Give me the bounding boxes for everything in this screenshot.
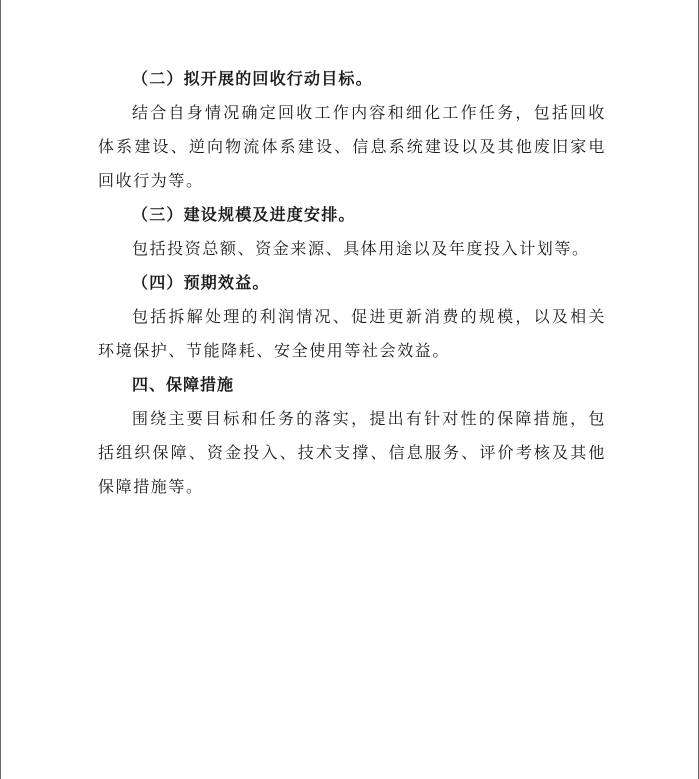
paragraph-line: 回收行为等。 [98,171,204,190]
subheading-action-goals: （二）拟开展的回收行动目标。 [132,69,373,88]
paragraph-line: 括组织保障、资金投入、技术支撑、信息服务、评价考核及其他 [98,443,606,462]
paragraph-line: 保障措施等。 [98,477,204,496]
paragraph-line: 环境保护、节能降耗、安全使用等社会效益。 [98,341,451,360]
paragraph-line: 结合自身情况确定回收工作内容和细化工作任务，包括回收 [132,103,606,122]
subheading-expected-benefits: （四）预期效益。 [132,273,270,292]
section-heading-safeguards: 四、保障措施 [132,375,235,394]
paragraph-line: 围绕主要目标和任务的落实，提出有针对性的保障措施，包 [132,409,606,428]
paragraph-line: 包括投资总额、资金来源、具体用途以及年度投入计划等。 [132,239,590,258]
subheading-scale-schedule: （三）建设规模及进度安排。 [132,205,356,224]
paragraph-line: 体系建设、逆向物流体系建设、信息系统建设以及其他废旧家电 [98,137,606,156]
paragraph-line: 包括拆解处理的利润情况、促进更新消费的规模，以及相关 [132,307,606,326]
document-body [98,62,608,504]
